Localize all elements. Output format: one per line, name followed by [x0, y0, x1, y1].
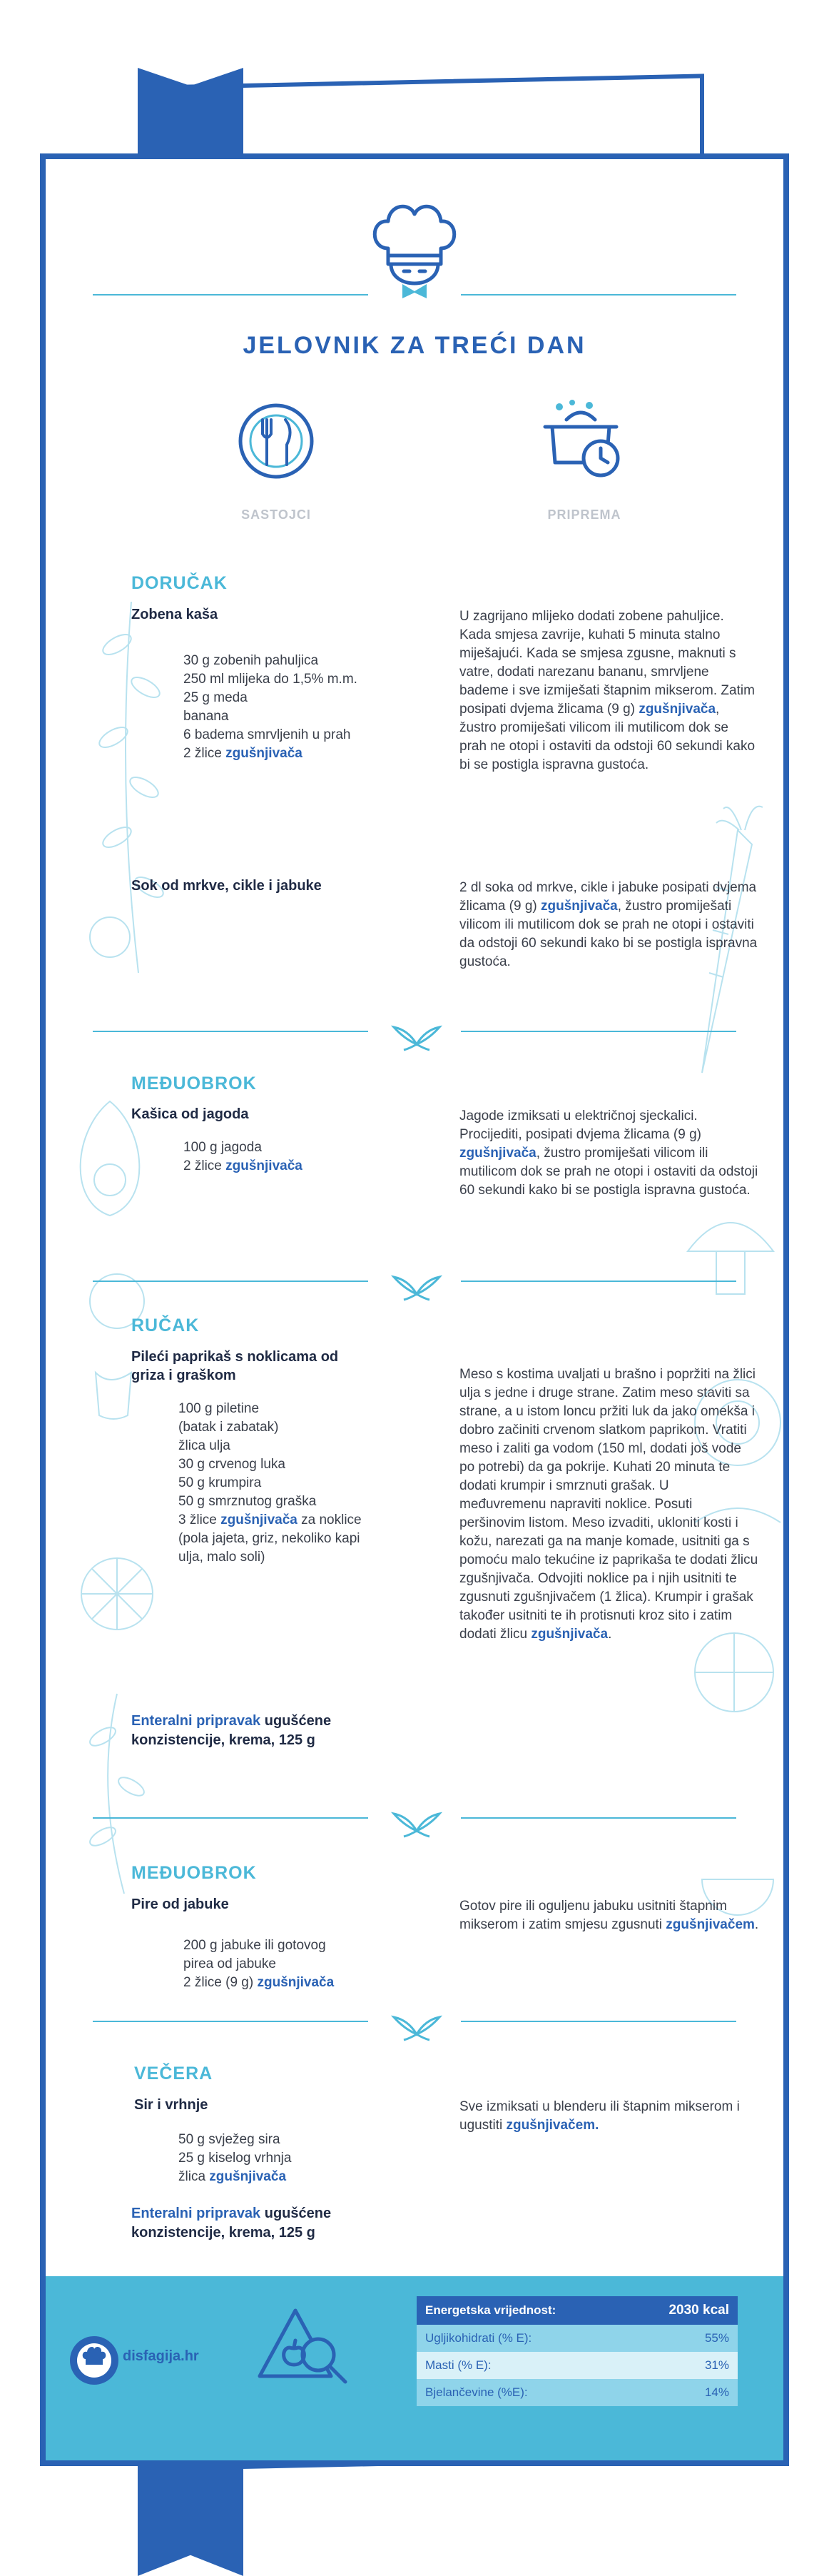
section-title-snack: MEĐUOBROK: [131, 1074, 257, 1093]
ingredient-item: 30 g zobenih pahuljica: [183, 653, 319, 668]
preparation-text: Meso s kostima uvaljati u brašno i popržiti na žlici ulja s jedne i druge strane. Zatim meso staviti sa strane, a u istom loncu pržiti luk da jako omekša i dobro začiniti crvenom slatkom paprikom. Vratiti meso i zaliti ga vodom (150 ml, dodati još vode po potrebi) da ga pokrije. Kuhati 20 minuta te dodati krumpir i smrznuti grašak. U međuvremenu napraviti noklice. Posuti peršinovim listom. Meso izvaditi, ukloniti kosti i kožu, narezati ga na manje komade, usitniti ga s pomoću malo tekućine iz paprikaša te dodati žlicu zgušnjivača. Odvojiti noklice pa i njih usitniti te zgusnuti zgušnjivačem (1 žlica). Krumpir i grašak također usitniti te ih protisnuti kroz sito i zatim dodati žlicu zgušnjivača.: [459, 1367, 758, 1642]
section-title-breakfast: DORUČAK: [131, 573, 228, 593]
ingredients-column-label: SASTOJCI: [241, 507, 311, 522]
bookmark-ribbon-top: [138, 68, 243, 168]
ingredient-item: žlica zgušnjivača: [178, 2169, 287, 2184]
ingredient-item: 2 žlice zgušnjivača: [183, 1158, 302, 1173]
divider-line: [93, 294, 368, 296]
cooking-pot-timer-icon: [538, 398, 631, 484]
preparation-text: Gotov pire ili oguljenu jabuku usitniti štapnim mikserom i zatim smjesu zgusnuti zgušnjivačem.: [459, 1899, 759, 1932]
ingredient-item: 30 g crvenog luka: [178, 1457, 285, 1472]
ingredient-item: 200 g jabuke ili gotovog: [183, 1938, 326, 1953]
divider-line: [461, 2021, 736, 2022]
site-link[interactable]: disfagija.hr: [123, 2348, 199, 2364]
ingredient-item: 50 g krumpira: [178, 1475, 262, 1490]
ingredient-item: 2 žlice zgušnjivača: [183, 746, 302, 761]
dish-name: Pire od jabuke: [131, 1896, 229, 1912]
dish-name: Zobena kaša: [131, 607, 218, 622]
energy-row-fat: Masti (% E): 31%: [417, 2352, 738, 2379]
divider-line: [93, 1031, 368, 1032]
ingredient-list: [183, 1138, 302, 1176]
ingredient-item: 50 g smrznutog graška: [178, 1494, 317, 1509]
chef-hat-icon: [367, 198, 462, 298]
ingredient-item: 6 badema smrvljenih u prah: [183, 727, 351, 742]
preparation-text: U zagrijano mlijeko dodati zobene pahuljice. Kada smjesa zavrije, kuhati 5 minuta stalno miješajući. Kada se smjesa zgusne, maknuti s vatre, dodati narezanu bananu, smrvljene bademe i sve izmiješati štapnim mikserom. Zatim posipati dvjema žlicama (9 g) zgušnjivača, žustro promiješati vilicom ili mutilicom dok se prah ne otopi i ostaviti da odstoji 60 sekundi kako bi se postigla ispravna gustoća.: [459, 609, 756, 772]
plate-cutlery-icon: [237, 402, 315, 480]
ingredient-item: pirea od jabuke: [183, 1956, 276, 1971]
dish-name: Sok od mrkve, cikle i jabuke: [131, 878, 322, 894]
energy-table: [417, 2296, 738, 2406]
dish-name: Kašica od jagoda: [131, 1106, 249, 1122]
bow-divider-icon: [388, 1023, 445, 1051]
ingredient-list: [183, 652, 357, 763]
bow-divider-icon: [388, 1273, 445, 1301]
footer-bar: [46, 2276, 783, 2460]
ingredient-item: žlica ulja: [178, 1438, 230, 1453]
divider-line: [461, 1281, 736, 1282]
site-logo-icon: [68, 2335, 120, 2386]
ingredient-list: [178, 2131, 291, 2186]
section-title-snack: MEĐUOBROK: [131, 1863, 257, 1883]
ingredient-item: ulja, malo soli): [178, 1550, 265, 1565]
ingredient-item: 100 g jagoda: [183, 1140, 262, 1155]
divider-line: [461, 1817, 736, 1819]
divider-line: [93, 1281, 368, 1282]
divider-line: [461, 294, 736, 296]
divider-line: [461, 1031, 736, 1032]
dish-name: Pileći paprikaš s noklicama od griza i graškom: [131, 1349, 339, 1383]
ingredient-item: 250 ml mlijeka do 1,5% m.m.: [183, 672, 357, 687]
apple-magnifier-icon: [253, 2305, 360, 2390]
ingredient-list: [178, 1400, 362, 1567]
enteral-supplement-note: Enteralni pripravak ugušćene konzistencije, krema, 125 g: [131, 1713, 332, 1748]
ingredient-item: (batak i zabatak): [178, 1420, 279, 1435]
page-title: JELOVNIK ZA TREĆI DAN: [243, 332, 586, 359]
ingredient-item: 50 g svježeg sira: [178, 2132, 280, 2147]
preparation-column-label: PRIPREMA: [547, 507, 621, 522]
ingredient-item: 25 g meda: [183, 690, 248, 705]
section-title-lunch: RUČAK: [131, 1315, 200, 1335]
preparation-text: Jagode izmiksati u električnoj sjeckalici. Procijediti, posipati dvjema žlicama (9 g) zgušnjivača, žustro promiješati vilicom ili mutilicom dok se prah ne otopi i ostaviti da odstoji 60 sekundi kako bi se postigla ispravna gustoća.: [459, 1108, 758, 1198]
energy-total-row: Energetska vrijednost: 2030 kcal: [417, 2296, 738, 2325]
divider-line: [93, 2021, 368, 2022]
enteral-supplement-note: Enteralni pripravak ugušćene konzistencije, krema, 125 g: [131, 2206, 332, 2241]
preparation-text: 2 dl soka od mrkve, cikle i jabuke posipati dvjema žlicama (9 g) zgušnjivača, žustro promiješati vilicom ili mutilicom dok se prah ne otopi i ostaviti da odstoji 60 sekundi kako bi se postigla ispravna gustoća.: [459, 880, 758, 969]
ingredient-item: banana: [183, 709, 229, 724]
ingredient-item: 100 g piletine: [178, 1401, 260, 1416]
energy-row-carbs: Ugljikohidrati (% E): 55%: [417, 2325, 738, 2352]
menu-card: [40, 153, 789, 2466]
bow-divider-icon: [388, 1809, 445, 1838]
section-title-dinner: VEČERA: [134, 2064, 213, 2083]
divider-line: [93, 1817, 368, 1819]
dish-name: Sir i vrhnje: [134, 2097, 208, 2113]
energy-row-protein: Bjelančevine (%E): 14%: [417, 2379, 738, 2406]
ingredient-item: 2 žlice (9 g) zgušnjivača: [183, 1975, 335, 1990]
ingredient-item: 3 žlice zgušnjivača za noklice: [178, 1512, 362, 1527]
preparation-text: Sve izmiksati u blenderu ili štapnim mikserom i ugustiti zgušnjivačem.: [459, 2099, 740, 2133]
ingredient-list: [183, 1936, 334, 1992]
ingredient-item: (pola jajeta, griz, nekoliko kapi: [178, 1531, 360, 1546]
bow-divider-icon: [388, 2013, 445, 2041]
ingredient-item: 25 g kiselog vrhnja: [178, 2151, 292, 2166]
